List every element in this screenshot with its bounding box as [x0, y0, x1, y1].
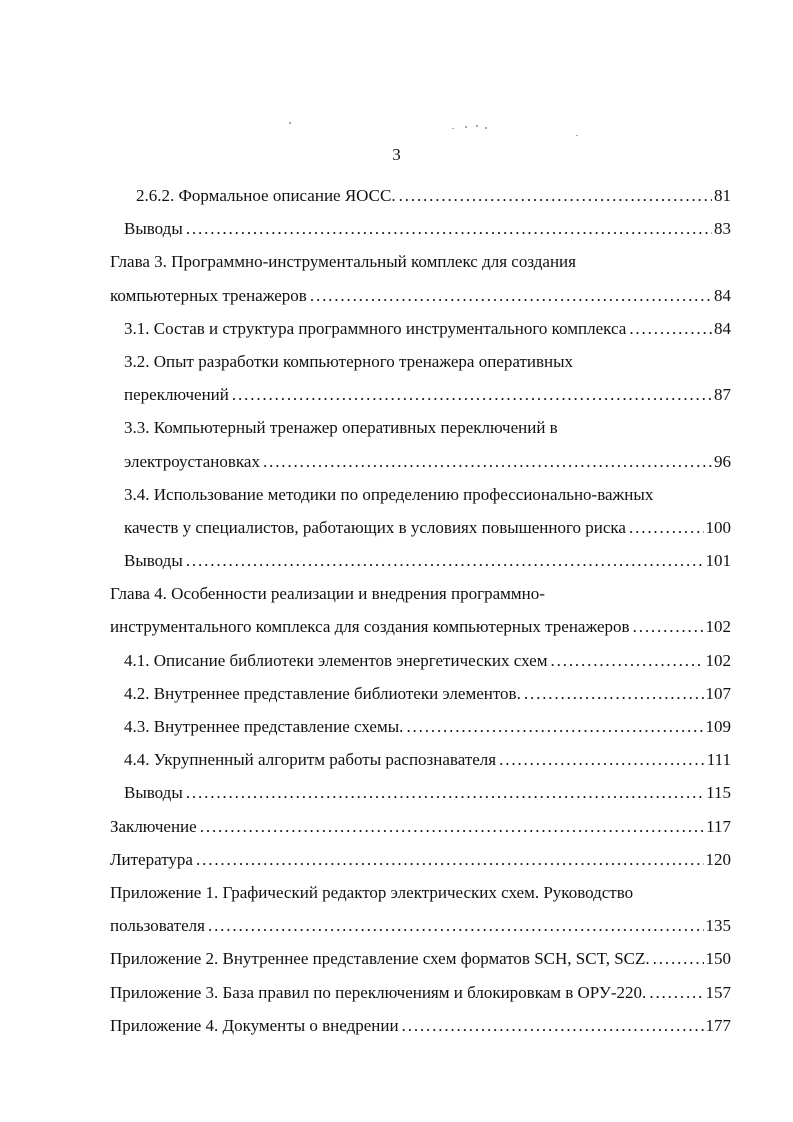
- toc-entry-title: 4.4. Укрупненный алгоритм работы распознавателя . . .: [124, 743, 731, 776]
- toc-entry-page: 111: [705, 743, 731, 776]
- toc-entry-title: 4.1. Описание библиотеки элементов энергетических схем . . .: [124, 644, 731, 677]
- toc-entry[interactable]: [0, 445, 793, 478]
- toc-entry[interactable]: [0, 876, 793, 909]
- scan-speck: [289, 122, 291, 124]
- toc-entry-title: Выводы . . .: [124, 544, 731, 577]
- toc-entry[interactable]: [0, 511, 793, 544]
- toc-entry-page: 102: [704, 644, 732, 677]
- toc-entry[interactable]: [0, 610, 793, 643]
- toc-entry-title: электроустановках . . .: [124, 445, 731, 478]
- toc-entry-title: 3.1. Состав и структура программного инструментального комплекса . . .: [124, 312, 731, 345]
- toc-entry-page: 177: [704, 1009, 732, 1042]
- toc-entry-page: 87: [712, 378, 731, 411]
- toc-entry[interactable]: [0, 909, 793, 942]
- toc-entry-title: 2.6.2. Формальное описание ЯОСС. . . .: [136, 179, 731, 212]
- toc-entry-page: 84: [712, 312, 731, 345]
- toc-entry[interactable]: [0, 1009, 793, 1042]
- toc-entry-title: инструментального комплекса для создания компьютерных тренажеров . . .: [110, 610, 731, 643]
- toc-entry-title: пользователя . . .: [110, 909, 731, 942]
- toc-entry-page: 150: [704, 942, 732, 975]
- page-number: 3: [392, 145, 401, 164]
- toc-entry-title: Выводы . . .: [124, 212, 731, 245]
- toc-entry-title: Приложение 4. Документы о внедрении . . .: [110, 1009, 731, 1042]
- toc-entry-page: 115: [704, 776, 731, 809]
- toc-entry-page: 117: [704, 810, 731, 843]
- toc-entry-page: 135: [704, 909, 732, 942]
- toc-entry-page: 100: [704, 511, 732, 544]
- toc-entry[interactable]: [0, 212, 793, 245]
- toc-entry[interactable]: [0, 478, 793, 511]
- toc-entry-title: Приложение 3. База правил по переключениям и блокировкам в ОРУ-220. . . .: [110, 976, 731, 1009]
- toc-entry-title: 3.3. Компьютерный тренажер оперативных переключений в: [124, 418, 558, 438]
- toc-entry-title: Заключение . . .: [110, 810, 731, 843]
- toc-entry-title: Приложение 1. Графический редактор электрических схем. Руководство: [110, 882, 634, 902]
- toc-entry-title: Глава 3. Программно-инструментальный комплекс для создания: [110, 252, 576, 272]
- toc-entry[interactable]: [0, 810, 793, 843]
- toc-entry-page: 120: [704, 843, 732, 876]
- toc-entry-title: 3.4. Использование методики по определению профессионально-важных: [124, 484, 654, 504]
- toc-entry-page: 109: [704, 710, 732, 743]
- toc-entry-page: 101: [704, 544, 732, 577]
- toc-entry[interactable]: [0, 577, 793, 610]
- toc-entry-title: Глава 4. Особенности реализации и внедрения программно-: [110, 584, 545, 604]
- toc-entry-page: 84: [712, 279, 731, 312]
- scan-speck: [576, 135, 578, 136]
- toc-entry[interactable]: [0, 942, 793, 975]
- toc-entry-page: 96: [712, 445, 731, 478]
- toc-entry[interactable]: [0, 677, 793, 710]
- table-of-contents: [0, 179, 793, 1042]
- toc-entry[interactable]: [0, 776, 793, 809]
- toc-entry-title: компьютерных тренажеров . . .: [110, 279, 731, 312]
- toc-entry-page: 102: [704, 610, 732, 643]
- toc-entry-page: 107: [704, 677, 732, 710]
- scan-speck: [485, 127, 487, 129]
- toc-entry-page: 157: [704, 976, 732, 1009]
- toc-entry-title: Приложение 2. Внутреннее представление схем форматов SCH, SCT, SCZ. . . .: [110, 942, 731, 975]
- toc-entry[interactable]: [0, 710, 793, 743]
- scan-speck: [452, 128, 454, 129]
- toc-entry-title: качеств у специалистов, работающих в условиях повышенного риска . . .: [124, 511, 731, 544]
- toc-entry-title: 4.3. Внутреннее представление схемы. . . .: [124, 710, 731, 743]
- scan-speck: [465, 126, 467, 128]
- toc-entry[interactable]: [0, 345, 793, 378]
- toc-entry-title: 4.2. Внутреннее представление библиотеки элементов. . . .: [124, 677, 731, 710]
- toc-entry[interactable]: [0, 378, 793, 411]
- toc-entry[interactable]: [0, 179, 793, 212]
- toc-entry-page: 83: [712, 212, 731, 245]
- toc-entry-page: 81: [712, 179, 731, 212]
- toc-entry-title: 3.2. Опыт разработки компьютерного тренажера оперативных: [124, 351, 574, 371]
- toc-entry[interactable]: [0, 245, 793, 278]
- toc-entry[interactable]: [0, 544, 793, 577]
- toc-entry-title: Литература . . .: [110, 843, 731, 876]
- toc-entry[interactable]: [0, 976, 793, 1009]
- toc-entry[interactable]: [0, 743, 793, 776]
- toc-entry[interactable]: [0, 279, 793, 312]
- toc-entry[interactable]: [0, 411, 793, 444]
- toc-entry[interactable]: [0, 312, 793, 345]
- toc-entry[interactable]: [0, 644, 793, 677]
- toc-entry-title: переключений . . .: [124, 378, 731, 411]
- toc-entry[interactable]: [0, 843, 793, 876]
- toc-entry-title: Выводы . . .: [124, 776, 731, 809]
- scan-speck: [476, 125, 478, 127]
